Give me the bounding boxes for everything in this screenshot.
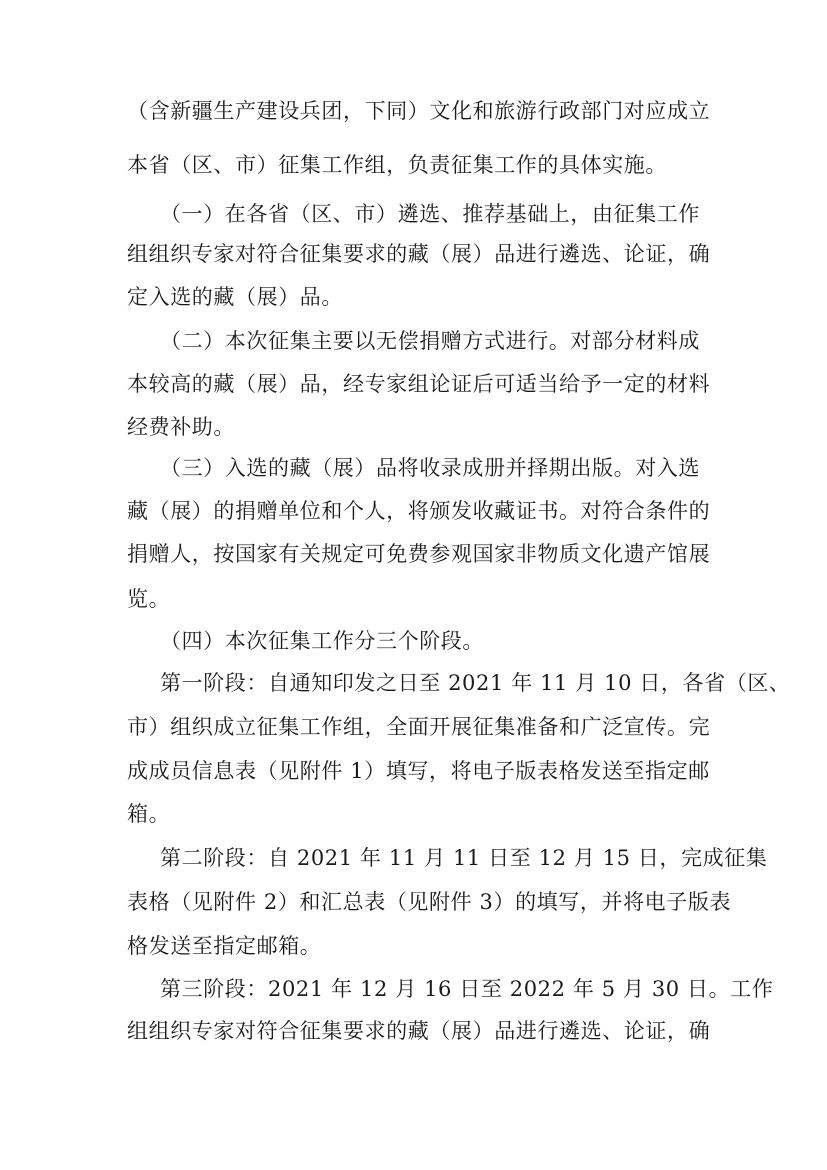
paragraph-line: （含新疆生产建设兵团，下同）文化和旅游行政部门对应成立 [127, 99, 711, 123]
paragraph-line: 本较高的藏（展）品，经专家组论证后可适当给予一定的材料 [127, 372, 711, 396]
paragraph-line: 成成员信息表（见附件 1）填写，将电子版表格发送至指定邮 [127, 759, 710, 783]
paragraph-line: （一）在各省（区、市）遴选、推荐基础上，由征集工作 [160, 202, 700, 226]
paragraph-line: 第一阶段：自通知印发之日至 2021 年 11 月 10 日，各省（区、 [160, 671, 791, 695]
paragraph-line: 表格（见附件 2）和汇总表（见附件 3）的填写，并将电子版表 [127, 890, 732, 914]
paragraph-line: 市）组织成立征集工作组，全面开展征集准备和广泛宣传。完 [127, 715, 711, 739]
paragraph-line: 定入选的藏（展）品。 [127, 285, 343, 309]
paragraph-line: 第二阶段：自 2021 年 11 月 11 日至 12 月 15 日，完成征集 [160, 846, 768, 870]
paragraph-line: （二）本次征集主要以无偿捐赠方式进行。对部分材料成 [160, 329, 700, 353]
paragraph-line: 第三阶段：2021 年 12 月 16 日至 2022 年 5 月 30 日。工作 [160, 977, 774, 1001]
paragraph-line: 经费补助。 [127, 415, 235, 439]
paragraph-line: （四）本次征集工作分三个阶段。 [160, 629, 484, 653]
paragraph-line: 组组织专家对符合征集要求的藏（展）品进行遴选、论证，确 [127, 1019, 711, 1043]
paragraph-line: 览。 [127, 587, 171, 611]
paragraph-line: 藏（展）的捐赠单位和个人，将颁发收藏证书。对符合条件的 [127, 499, 711, 523]
paragraph-line: 捐赠人，按国家有关规定可免费参观国家非物质文化遗产馆展 [127, 542, 711, 566]
paragraph-line: 格发送至指定邮箱。 [127, 934, 322, 958]
paragraph-line: 箱。 [127, 802, 171, 826]
paragraph-line: 本省（区、市）征集工作组，负责征集工作的具体实施。 [127, 153, 667, 177]
paragraph-line: （三）入选的藏（展）品将收录成册并择期出版。对入选 [160, 456, 700, 480]
paragraph-line: 组组织专家对符合征集要求的藏（展）品进行遴选、论证，确 [127, 242, 711, 266]
